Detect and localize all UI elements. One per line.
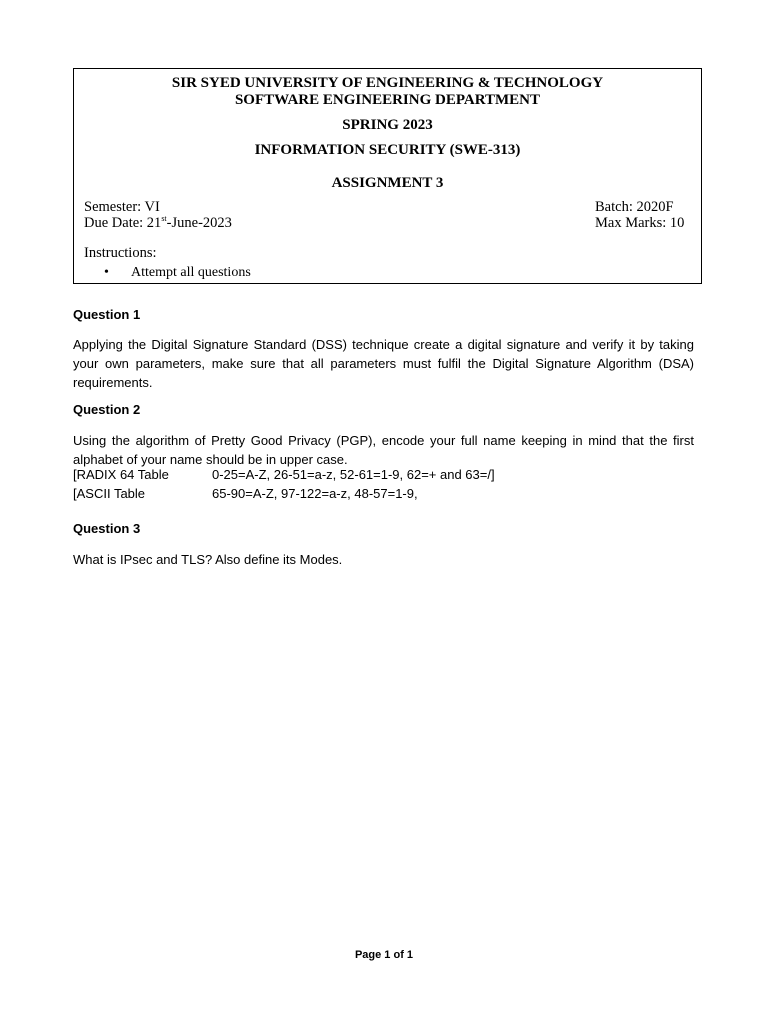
radix64-table-row — [73, 467, 495, 482]
ascii-table-row — [73, 486, 418, 501]
question-1-text: Applying the Digital Signature Standard (DSS) technique create a digital signature and verify it by taking your own parameters, make sure that all parameters must fulfil the Digital Signature Algorithm (DSA) requirements. — [73, 337, 694, 390]
question-2-title: Question 2 — [73, 402, 141, 417]
question-3-text: What is IPsec and TLS? Also define its Modes. — [73, 552, 343, 567]
course-title: INFORMATION SECURITY (SWE-313) — [254, 142, 521, 158]
question-2-text: Using the algorithm of Pretty Good Privacy (PGP), encode your full name keeping in mind that the first alphabet of your name should be in upper case. — [73, 433, 694, 467]
semester: Semester: VI — [84, 199, 160, 215]
due-date-suffix: -June-2023 — [166, 215, 232, 231]
question-3-title: Question 3 — [73, 521, 141, 536]
due-date-prefix: Due Date: 21 — [84, 215, 162, 231]
due-date-ordinal: st — [161, 214, 167, 224]
assignment-header-box — [73, 68, 702, 284]
bullet-icon: • — [104, 265, 109, 280]
radix64-label: [RADIX 64 Table — [73, 467, 169, 482]
ascii-label: [ASCII Table — [73, 486, 146, 501]
instructions-label: Instructions: — [84, 245, 157, 261]
ascii-value: 65-90=A-Z, 97-122=a-z, 48-57=1-9, — [212, 486, 418, 501]
batch: Batch: 2020F — [595, 199, 674, 215]
question-1-title: Question 1 — [73, 307, 141, 322]
due-date — [84, 215, 232, 232]
term: SPRING 2023 — [342, 117, 433, 133]
radix64-value: 0-25=A-Z, 26-51=a-z, 52-61=1-9, 62=+ and 63=/] — [212, 467, 495, 482]
page-number: Page 1 of 1 — [354, 949, 414, 961]
assignment-title: ASSIGNMENT 3 — [331, 175, 444, 191]
department-name: SOFTWARE ENGINEERING DEPARTMENT — [234, 92, 541, 108]
instruction-text: Attempt all questions — [131, 265, 251, 280]
max-marks: Max Marks: 10 — [595, 215, 685, 231]
university-name: SIR SYED UNIVERSITY OF ENGINEERING & TECHNOLOGY — [171, 75, 604, 91]
instruction-item — [104, 265, 251, 281]
